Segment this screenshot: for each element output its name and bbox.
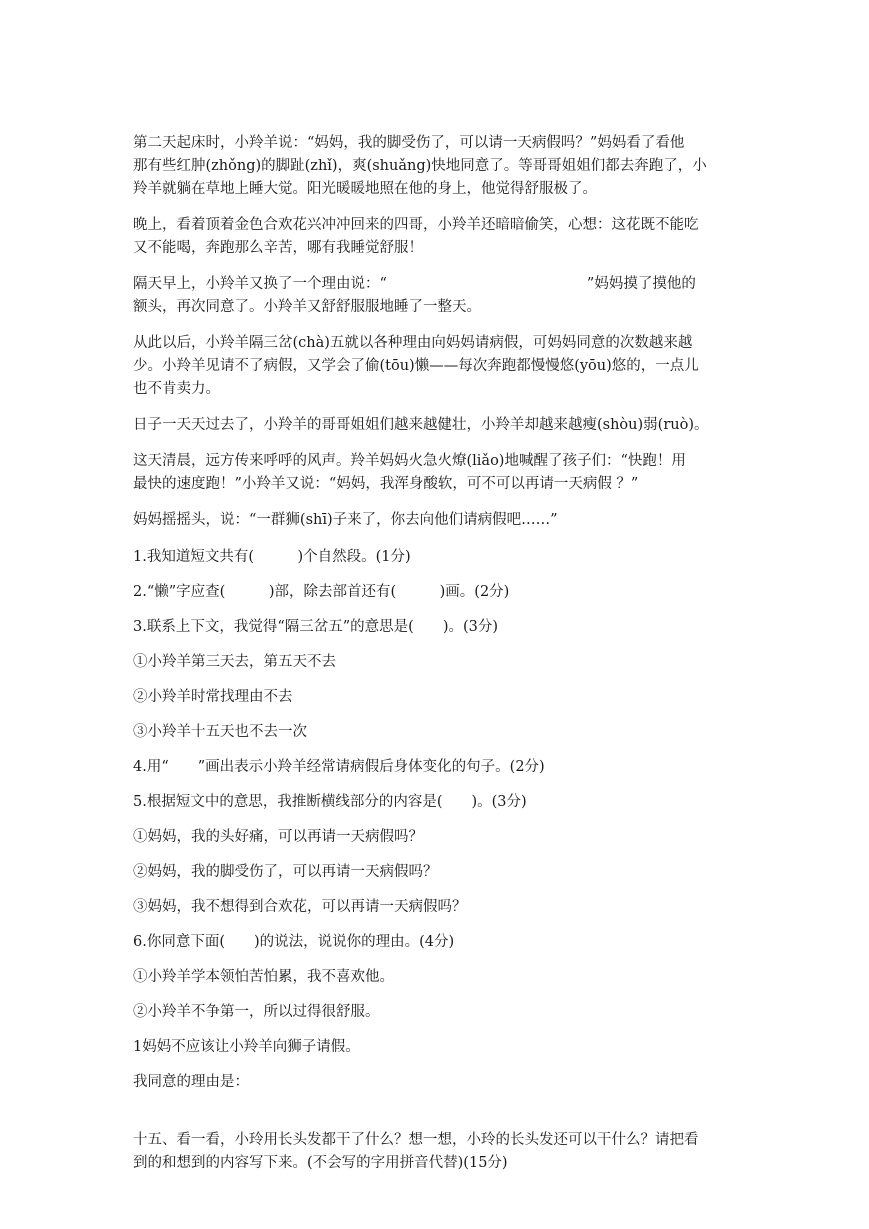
question-3-option-b: ②小羚羊时常找理由不去 [133,689,293,705]
question-5-option-b: ②妈妈，我的脚受伤了，可以再请一天病假吗？ [133,864,438,880]
question-5-option-c: ③妈妈，我不想得到合欢花，可以再请一天病假吗？ [133,899,467,915]
passage-p3-line1-start: 隔天早上，小羚羊又换了一个理由说：“ [133,276,387,292]
passage-p1-line3: 羚羊就躺在草地上睡大觉。阳光暖暖地照在他的身上，他觉得舒服极了。 [133,181,597,197]
passage-p4-line1: 从此以后，小羚羊隔三岔(chà)五就以各种理由向妈妈请病假，可妈妈同意的次数越来越 [133,335,693,351]
passage-p3-line2: 额头，再次同意了。小羚羊又舒舒服服地睡了一整天。 [133,299,481,315]
question-3-option-a: ①小羚羊第三天去，第五天不去 [133,654,336,670]
passage-p6-line1: 这天清晨，远方传来呼呼的风声。羚羊妈妈火急火燎(liǎo)地喊醒了孩子们：“快跑！用 [133,453,686,469]
passage-p7-line1: 妈妈摇摇头，说：“一群狮(shī)子来了，你去向他们请病假吧……” [133,512,558,528]
passage-p2-line1: 晚上，看着顶着金色合欢花兴冲冲回来的四哥，小羚羊还暗暗偷笑，心想：这花既不能吃 [133,217,699,233]
question-3-option-c: ③小羚羊十五天也不去一次 [133,724,307,740]
passage-p1-line1: 第二天起床时，小羚羊说：“妈妈，我的脚受伤了，可以请一天病假吗？”妈妈看了看他 [133,135,685,151]
passage-p5-line1: 日子一天天过去了，小羚羊的哥哥姐姐们越来越健壮，小羚羊却越来越瘦(shòu)弱(ruò)。 [133,417,709,433]
question-6-option-c: 1妈妈不应该让小羚羊向狮子请假。 [133,1039,360,1055]
passage-p6-line2: 最快的速度跑！”小羚羊又说：“妈妈，我浑身酸软，可不可以再请一天病假 ？” [133,476,639,492]
question-6-option-b: ②小羚羊不争第一，所以过得很舒服。 [133,1004,380,1020]
passage-p4-line2: 少。小羚羊见请不了病假，又学会了偷(tōu)懒——每次奔跑都慢慢悠(yōu)悠的，一点儿 [133,358,699,374]
question-2: 2.“懒”字应查( )部，除去部首还有( )画。(2分) [133,584,510,600]
question-1: 1.我知道短文共有( )个自然段。(1分) [133,549,411,565]
passage-p2-line2: 又不能喝，奔跑那么辛苦，哪有我睡觉舒服！ [133,240,423,256]
passage-p4-line3: 也不肯卖力。 [133,381,220,397]
section-15-line1: 十五、看一看，小玲用长头发都干了什么？想一想，小玲的长头发还可以干什么？请把看 [133,1132,699,1148]
passage-p1-line2: 那有些红肿(zhǒng)的脚趾(zhǐ)，爽(shuǎng)快地同意了。等哥哥姐姐们都去奔跑了，小 [133,158,707,174]
question-6-option-a: ①小羚羊学本领怕苦怕累，我不喜欢他。 [133,969,394,985]
question-5: 5.根据短文中的意思，我推断横线部分的内容是( )。(3分) [133,794,527,810]
passage-p3-line1 [133,274,738,294]
reason-prompt: 我同意的理由是： [133,1074,249,1090]
question-4: 4.用“ ”画出表示小羚羊经常请病假后身体变化的句子。(2分) [133,759,545,775]
question-6: 6.你同意下面( )的说法，说说你的理由。(4分) [133,934,455,950]
passage-p3-line1-end: ”妈妈摸了摸他的 [586,276,696,292]
section-15-line2: 到的和想到的内容写下来。(不会写的字用拼音代替)(15分) [133,1155,508,1171]
question-3: 3.联系上下文，我觉得“隔三岔五”的意思是( )。(3分) [133,619,499,635]
question-5-option-a: ①妈妈，我的头好痛，可以再请一天病假吗？ [133,829,423,845]
